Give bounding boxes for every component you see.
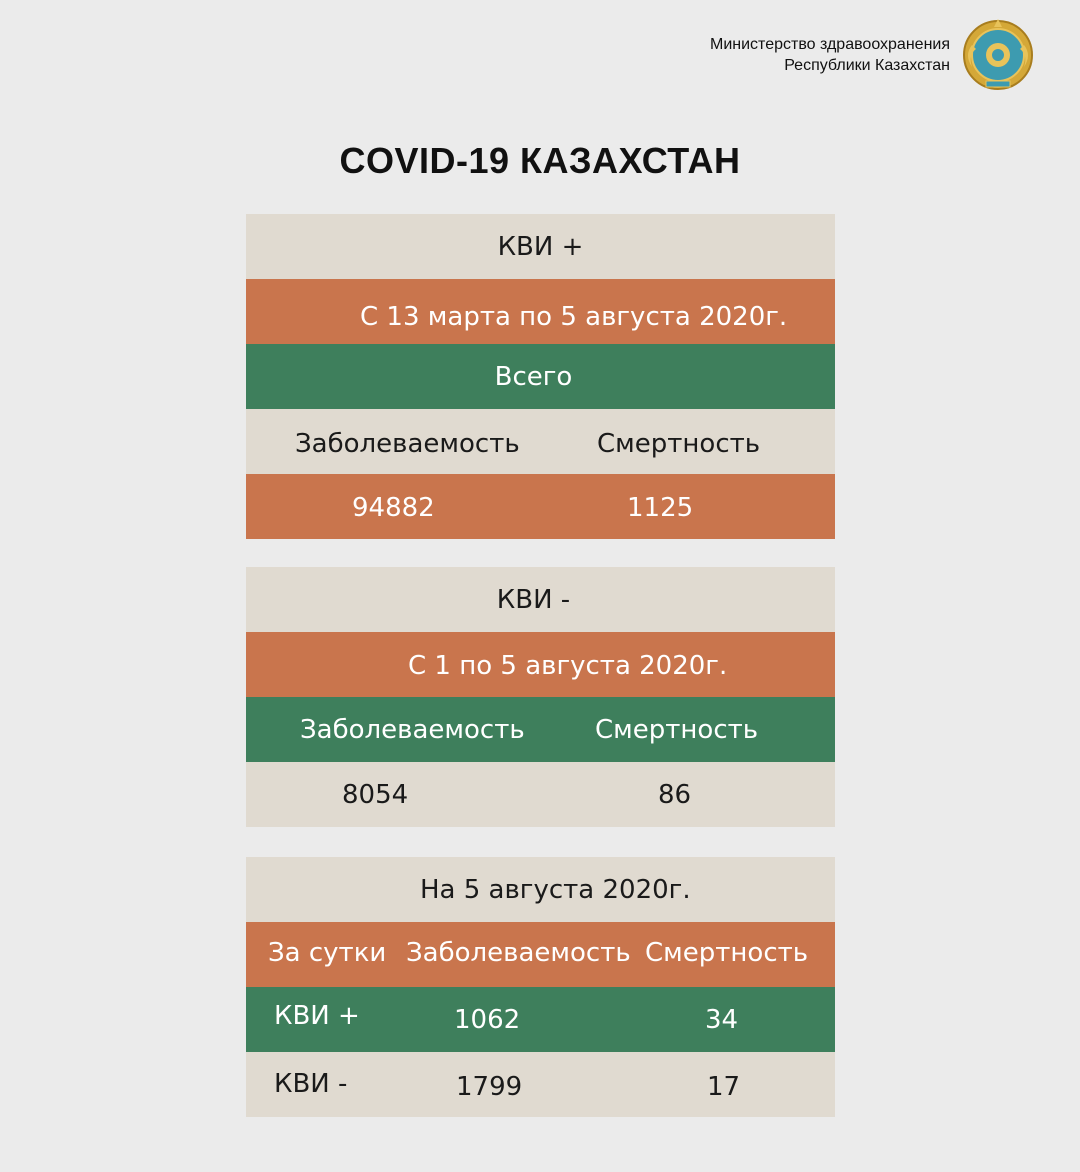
table-row xyxy=(246,1052,835,1117)
block2-col-deaths: Смертность xyxy=(595,715,759,745)
block1-val-deaths: 1125 xyxy=(627,493,694,523)
block3-row1-deaths: 34 xyxy=(705,1005,739,1035)
ministry-line-2: Республики Казахстан xyxy=(784,57,950,74)
block-kvi-minus xyxy=(246,567,835,827)
ministry-name xyxy=(710,34,950,76)
block3-col-deaths: Смертность xyxy=(645,938,809,968)
block1-values-row xyxy=(246,474,835,539)
page-title: COVID-19 КАЗАХСТАН xyxy=(339,140,741,181)
block3-heading: На 5 августа 2020г. xyxy=(420,875,691,905)
block2-values-row xyxy=(246,762,835,827)
ministry-line-1: Министерство здравоохранения xyxy=(710,36,950,53)
block3-row1-label: КВИ + xyxy=(274,1001,360,1031)
block3-col-period: За сутки xyxy=(268,938,387,968)
block3-columns-row xyxy=(246,922,835,987)
block2-val-deaths: 86 xyxy=(658,780,692,810)
block1-period: С 13 марта по 5 августа 2020г. xyxy=(360,302,788,332)
block1-col-deaths: Смертность xyxy=(597,429,761,459)
table-row xyxy=(246,987,835,1052)
block3-row2-cases: 1799 xyxy=(456,1072,523,1102)
block2-heading: КВИ - xyxy=(496,584,571,615)
block1-heading: КВИ + xyxy=(497,231,584,262)
block-daily xyxy=(246,857,835,1117)
block-kvi-plus-total xyxy=(246,214,835,539)
kazakhstan-emblem-icon xyxy=(958,15,1038,95)
block2-val-cases: 8054 xyxy=(342,780,409,810)
block2-columns-row xyxy=(246,697,835,762)
block1-subheading: Всего xyxy=(494,361,573,392)
block2-heading-row xyxy=(246,567,835,632)
block1-heading-row xyxy=(246,214,835,279)
block3-heading-row xyxy=(246,857,835,922)
block3-row2-deaths: 17 xyxy=(707,1072,741,1102)
block1-val-cases: 94882 xyxy=(352,493,435,523)
block3-row2-label: КВИ - xyxy=(274,1069,348,1099)
block2-period-row xyxy=(246,632,835,697)
block1-col-cases: Заболеваемость xyxy=(295,429,520,459)
block3-col-cases: Заболеваемость xyxy=(406,938,631,968)
block1-subheading-row xyxy=(246,344,835,409)
block1-period-row xyxy=(246,279,835,344)
block1-columns-row xyxy=(246,409,835,474)
block2-col-cases: Заболеваемость xyxy=(300,715,525,745)
block3-row1-cases: 1062 xyxy=(454,1005,521,1035)
block2-period: С 1 по 5 августа 2020г. xyxy=(408,651,728,681)
